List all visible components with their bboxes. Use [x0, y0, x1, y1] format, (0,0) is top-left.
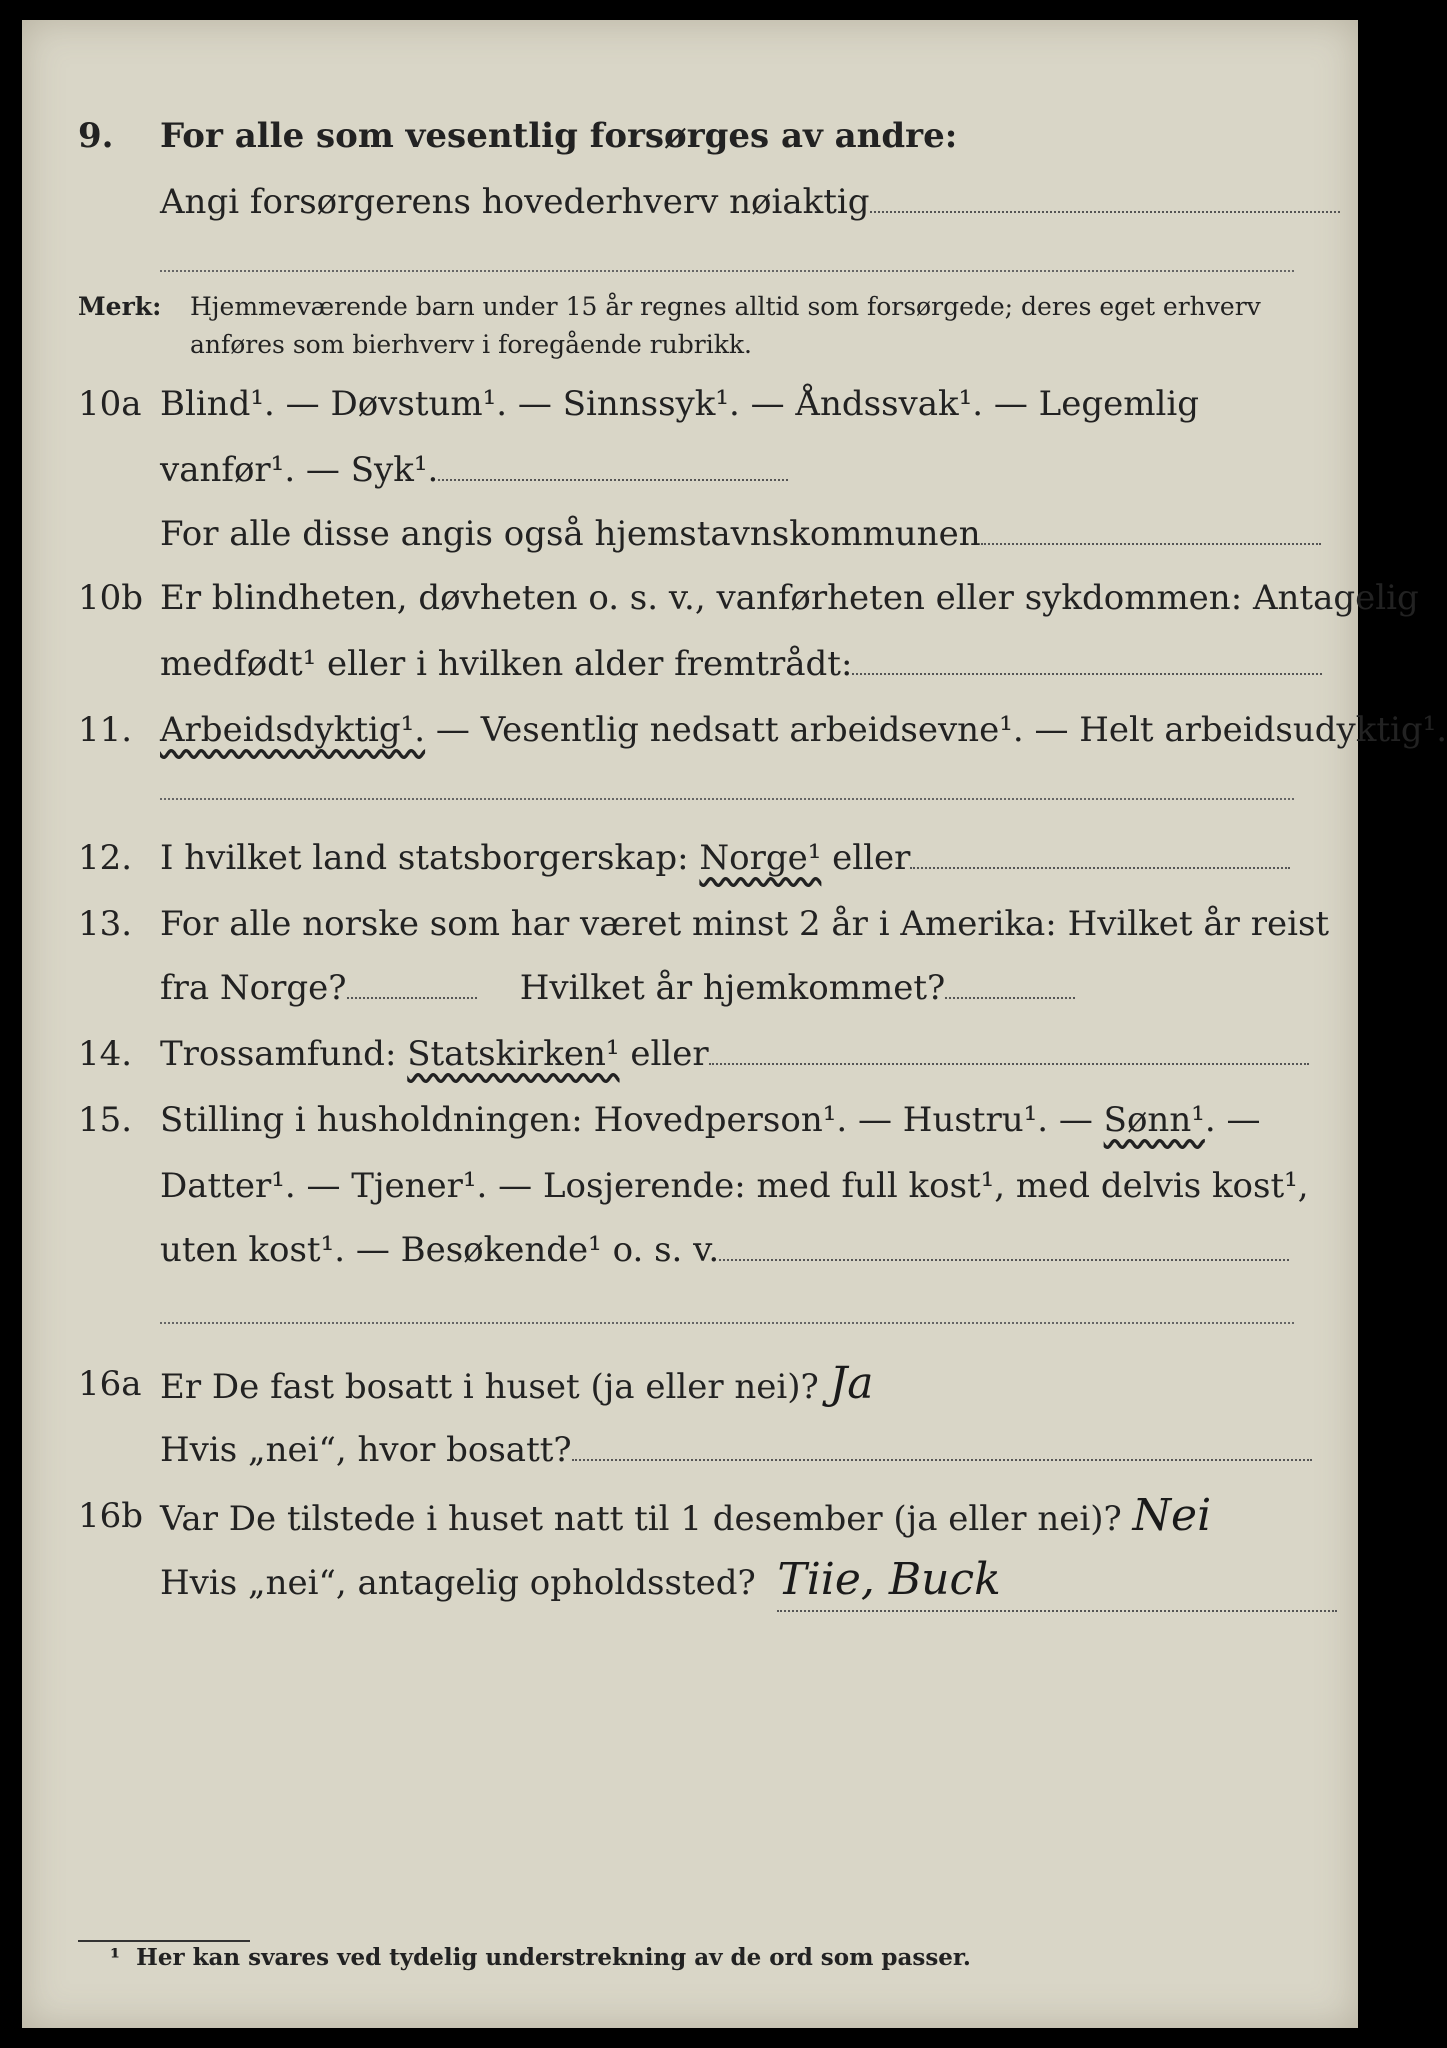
- q9-separator: [160, 270, 1294, 272]
- q15-line3: [160, 1220, 1294, 1280]
- q15-line1: [160, 1090, 1294, 1150]
- footnote-text: Her kan svares ved tydelig understrekning av de ord som passer.: [136, 1944, 971, 1971]
- q16a-row-2: [22, 1420, 1358, 1480]
- q10b-row-2: [22, 634, 1358, 694]
- q9-row-2: [22, 172, 1358, 232]
- q13-row-2: [22, 958, 1358, 1018]
- q9-heading: For alle som vesentlig forsørges av andre:: [160, 116, 958, 156]
- merk-label: Merk:: [78, 292, 162, 321]
- footnote-rule: [78, 1940, 250, 1942]
- q12-pre: I hvilket land statsborgerskap:: [160, 838, 700, 878]
- footnote: [110, 1944, 971, 1971]
- q16a-residence-field[interactable]: [572, 1459, 1312, 1461]
- q16b-line2-text: Hvis „nei“, antagelig opholdssted?: [160, 1563, 756, 1603]
- q14-option-statskirken[interactable]: Statskirken¹: [407, 1034, 620, 1074]
- q14-pre: Trossamfund:: [160, 1034, 408, 1074]
- q11-separator: [160, 798, 1294, 800]
- q10a-answer-field[interactable]: [438, 479, 788, 481]
- q16b-number: 16b: [78, 1496, 144, 1536]
- q15-line2: Datter¹. — Tjener¹. — Losjerende: med full kost¹, med delvis kost¹,: [160, 1166, 1309, 1206]
- q11-option-arbeidsdyktig[interactable]: Arbeidsdyktig¹.: [160, 710, 426, 750]
- q12-post: eller: [821, 838, 911, 878]
- q15-row-1: [22, 1090, 1358, 1150]
- q14-answer-field[interactable]: [709, 1063, 1309, 1065]
- q11-rest: — Vesentlig nedsatt arbeidsevne¹. — Helt arbeidsudyktig¹.: [425, 710, 1447, 750]
- q10a-row-3: [22, 504, 1358, 564]
- footnote-mark: ¹: [110, 1944, 121, 1971]
- q13-line2: [160, 958, 1294, 1018]
- merk-text: Hjemmeværende barn under 15 år regnes alltid som forsørgede; deres eget erhverv anføres som bierhverv i foregående rubrikk.: [190, 292, 1261, 359]
- q9-number: 9.: [78, 116, 114, 156]
- q15-row-3: [22, 1220, 1358, 1280]
- q10a-line2: [160, 440, 1294, 500]
- q9-row-1: [22, 106, 1358, 166]
- q10a-row-1: [22, 374, 1358, 434]
- merk-note: [78, 288, 1294, 368]
- q15-row-2: [22, 1156, 1358, 1216]
- q10b-answer-field[interactable]: [852, 673, 1322, 675]
- q9-answer-field[interactable]: [870, 211, 1340, 213]
- q16b-row-1: [22, 1486, 1358, 1546]
- q15-line3-text: uten kost¹. — Besøkende¹ o. s. v.: [160, 1230, 720, 1270]
- q10a-row-2: [22, 440, 1358, 500]
- q13-line1: For alle norske som har været minst 2 år i Amerika: Hvilket år reist: [160, 904, 1330, 944]
- q13-line2a: fra Norge?: [160, 968, 347, 1008]
- q10a-line3: [160, 504, 1294, 564]
- q16b-line1-text: Var De tilstede i huset natt til 1 desember (ja eller nei)?: [160, 1499, 1122, 1539]
- q16a-number: 16a: [78, 1364, 142, 1404]
- q10b-line2-text: medfødt¹ eller i hvilken alder fremtrådt:: [160, 644, 853, 684]
- q12-option-norge[interactable]: Norge¹: [699, 838, 822, 878]
- q14-post: eller: [619, 1034, 709, 1074]
- q13-year-returned-field[interactable]: [945, 997, 1075, 999]
- q13-row-1: [22, 894, 1358, 954]
- q14-number: 14.: [78, 1034, 133, 1074]
- q16a-handwritten-answer[interactable]: Ja: [829, 1358, 874, 1409]
- q12-line: [160, 828, 1294, 888]
- q11-number: 11.: [78, 710, 133, 750]
- q11-row: [22, 700, 1447, 760]
- q15-line1b: . —: [1204, 1100, 1261, 1140]
- q10a-line1: Blind¹. — Døvstum¹. — Sinnssyk¹. — Åndssvak¹. — Legemlig: [160, 384, 1199, 424]
- census-form-page: [22, 20, 1447, 2028]
- q16a-line2-text: Hvis „nei“, hvor bosatt?: [160, 1430, 572, 1470]
- q16b-line2: [160, 1550, 1294, 1613]
- q10a-number: 10a: [78, 384, 142, 424]
- q10b-row-1: [22, 568, 1419, 628]
- q16a-line1: [160, 1354, 1294, 1417]
- q15-answer-field[interactable]: [719, 1259, 1289, 1261]
- q14-row: [22, 1024, 1358, 1084]
- q16b-handwritten-location[interactable]: Tiie, Buck: [777, 1550, 1337, 1612]
- q16a-row-1: [22, 1354, 1358, 1414]
- q15-option-sonn[interactable]: Sønn¹: [1103, 1100, 1205, 1140]
- q15-number: 15.: [78, 1100, 133, 1140]
- q10b-number: 10b: [78, 578, 144, 618]
- q15-separator: [160, 1322, 1294, 1324]
- q13-number: 13.: [78, 904, 133, 944]
- q14-line: [160, 1024, 1294, 1084]
- q12-row: [22, 828, 1358, 888]
- q16b-line1: [160, 1486, 1294, 1549]
- q13-line2b: Hvilket år hjemkommet?: [519, 968, 946, 1008]
- q13-year-left-field[interactable]: [347, 997, 477, 999]
- q10a-line3-text: For alle disse angis også hjemstavnskommunen: [160, 514, 981, 554]
- q10a-line2-text: vanfør¹. — Syk¹.: [160, 450, 439, 490]
- q9-line2: [160, 172, 1294, 232]
- q10b-line2: [160, 634, 1294, 694]
- q16b-handwritten-answer[interactable]: Nei: [1132, 1490, 1212, 1541]
- q12-number: 12.: [78, 838, 133, 878]
- q10b-line1: Er blindheten, døvheten o. s. v., vanførheten eller sykdommen: Antagelig: [160, 578, 1419, 618]
- q16a-line2: [160, 1420, 1294, 1480]
- q16b-row-2: [22, 1550, 1358, 1610]
- q9-line2-text: Angi forsørgerens hovederhverv nøiaktig: [160, 182, 870, 222]
- q12-answer-field[interactable]: [910, 867, 1290, 869]
- q10a-home-municipality-field[interactable]: [981, 543, 1321, 545]
- q16a-line1-text: Er De fast bosatt i huset (ja eller nei)?: [160, 1367, 819, 1407]
- q15-line1a: Stilling i husholdningen: Hovedperson¹. — Hustru¹. —: [160, 1100, 1104, 1140]
- q11-line: [160, 700, 1447, 760]
